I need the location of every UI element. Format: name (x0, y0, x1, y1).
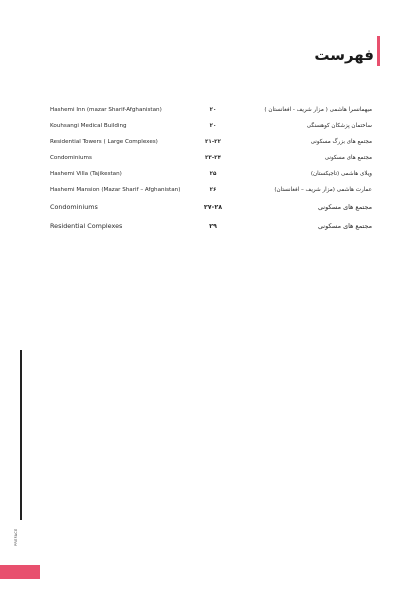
toc-entry-persian: عمارت هاشمی (مزار شریف – افغانستان) (274, 187, 372, 193)
toc-page-number: ۲۳-۲۴ (205, 155, 221, 161)
toc-entry-english: Condominiums (50, 203, 98, 211)
toc-entry-english: Residential Complexes (50, 222, 123, 230)
toc-page-number: ۲۰ (209, 107, 217, 113)
page-marker-block (0, 565, 40, 579)
toc-row[interactable] (50, 217, 372, 236)
toc-row[interactable] (50, 198, 372, 217)
toc-entry-persian: مجتمع های بزرگ مسکونی (310, 139, 372, 145)
toc-entry-persian: میهمانسرا هاشمی ( مزار شریف - افغانستان ) (264, 107, 372, 113)
page-title: فهرست (314, 46, 374, 64)
toc-page-number: ۲۹ (209, 222, 217, 230)
toc-page-number: ۲۶ (209, 187, 217, 193)
toc-page-number: ۲۵ (209, 171, 217, 177)
toc-page-number: ۲۷-۲۸ (203, 203, 223, 211)
toc-page-number: ۲۱-۲۲ (205, 139, 221, 145)
toc-page-number: ۲۰ (209, 123, 217, 129)
toc-entry-english: Hashemi Mansion (Mazar Sharif – Afghanistan) (50, 187, 181, 193)
toc-entry-persian: ویلای هاشمی (تاجیکستان) (310, 171, 372, 177)
toc-entry-english: Residential Towers ( Large Complexes) (50, 139, 158, 145)
toc-entry-english: Hashemi Villa (Tajikestan) (50, 171, 122, 177)
toc-row[interactable] (50, 134, 372, 150)
toc-entry-english: Kouhsangi Medical Building (50, 123, 127, 129)
table-of-contents (50, 102, 372, 236)
toc-row[interactable] (50, 166, 372, 182)
side-section-label: PREFACE (14, 528, 18, 546)
toc-entry-english: Hashemi Inn (mazar Sharif-Afghanistan) (50, 107, 162, 113)
toc-entry-persian: مجتمع های مسکونی (317, 203, 372, 211)
toc-row[interactable] (50, 118, 372, 134)
toc-entry-persian: مجتمع های مسکونی (324, 155, 372, 161)
toc-row[interactable] (50, 150, 372, 166)
toc-entry-english: Condominiums (50, 155, 92, 161)
side-divider-line (20, 350, 22, 520)
toc-row[interactable] (50, 182, 372, 198)
toc-entry-persian: مجتمع های مسکونی (317, 222, 372, 230)
toc-entry-persian: ساختمان پزشکان کوهسنگی (306, 123, 372, 129)
heading-accent-bar (377, 36, 380, 66)
toc-row[interactable] (50, 102, 372, 118)
